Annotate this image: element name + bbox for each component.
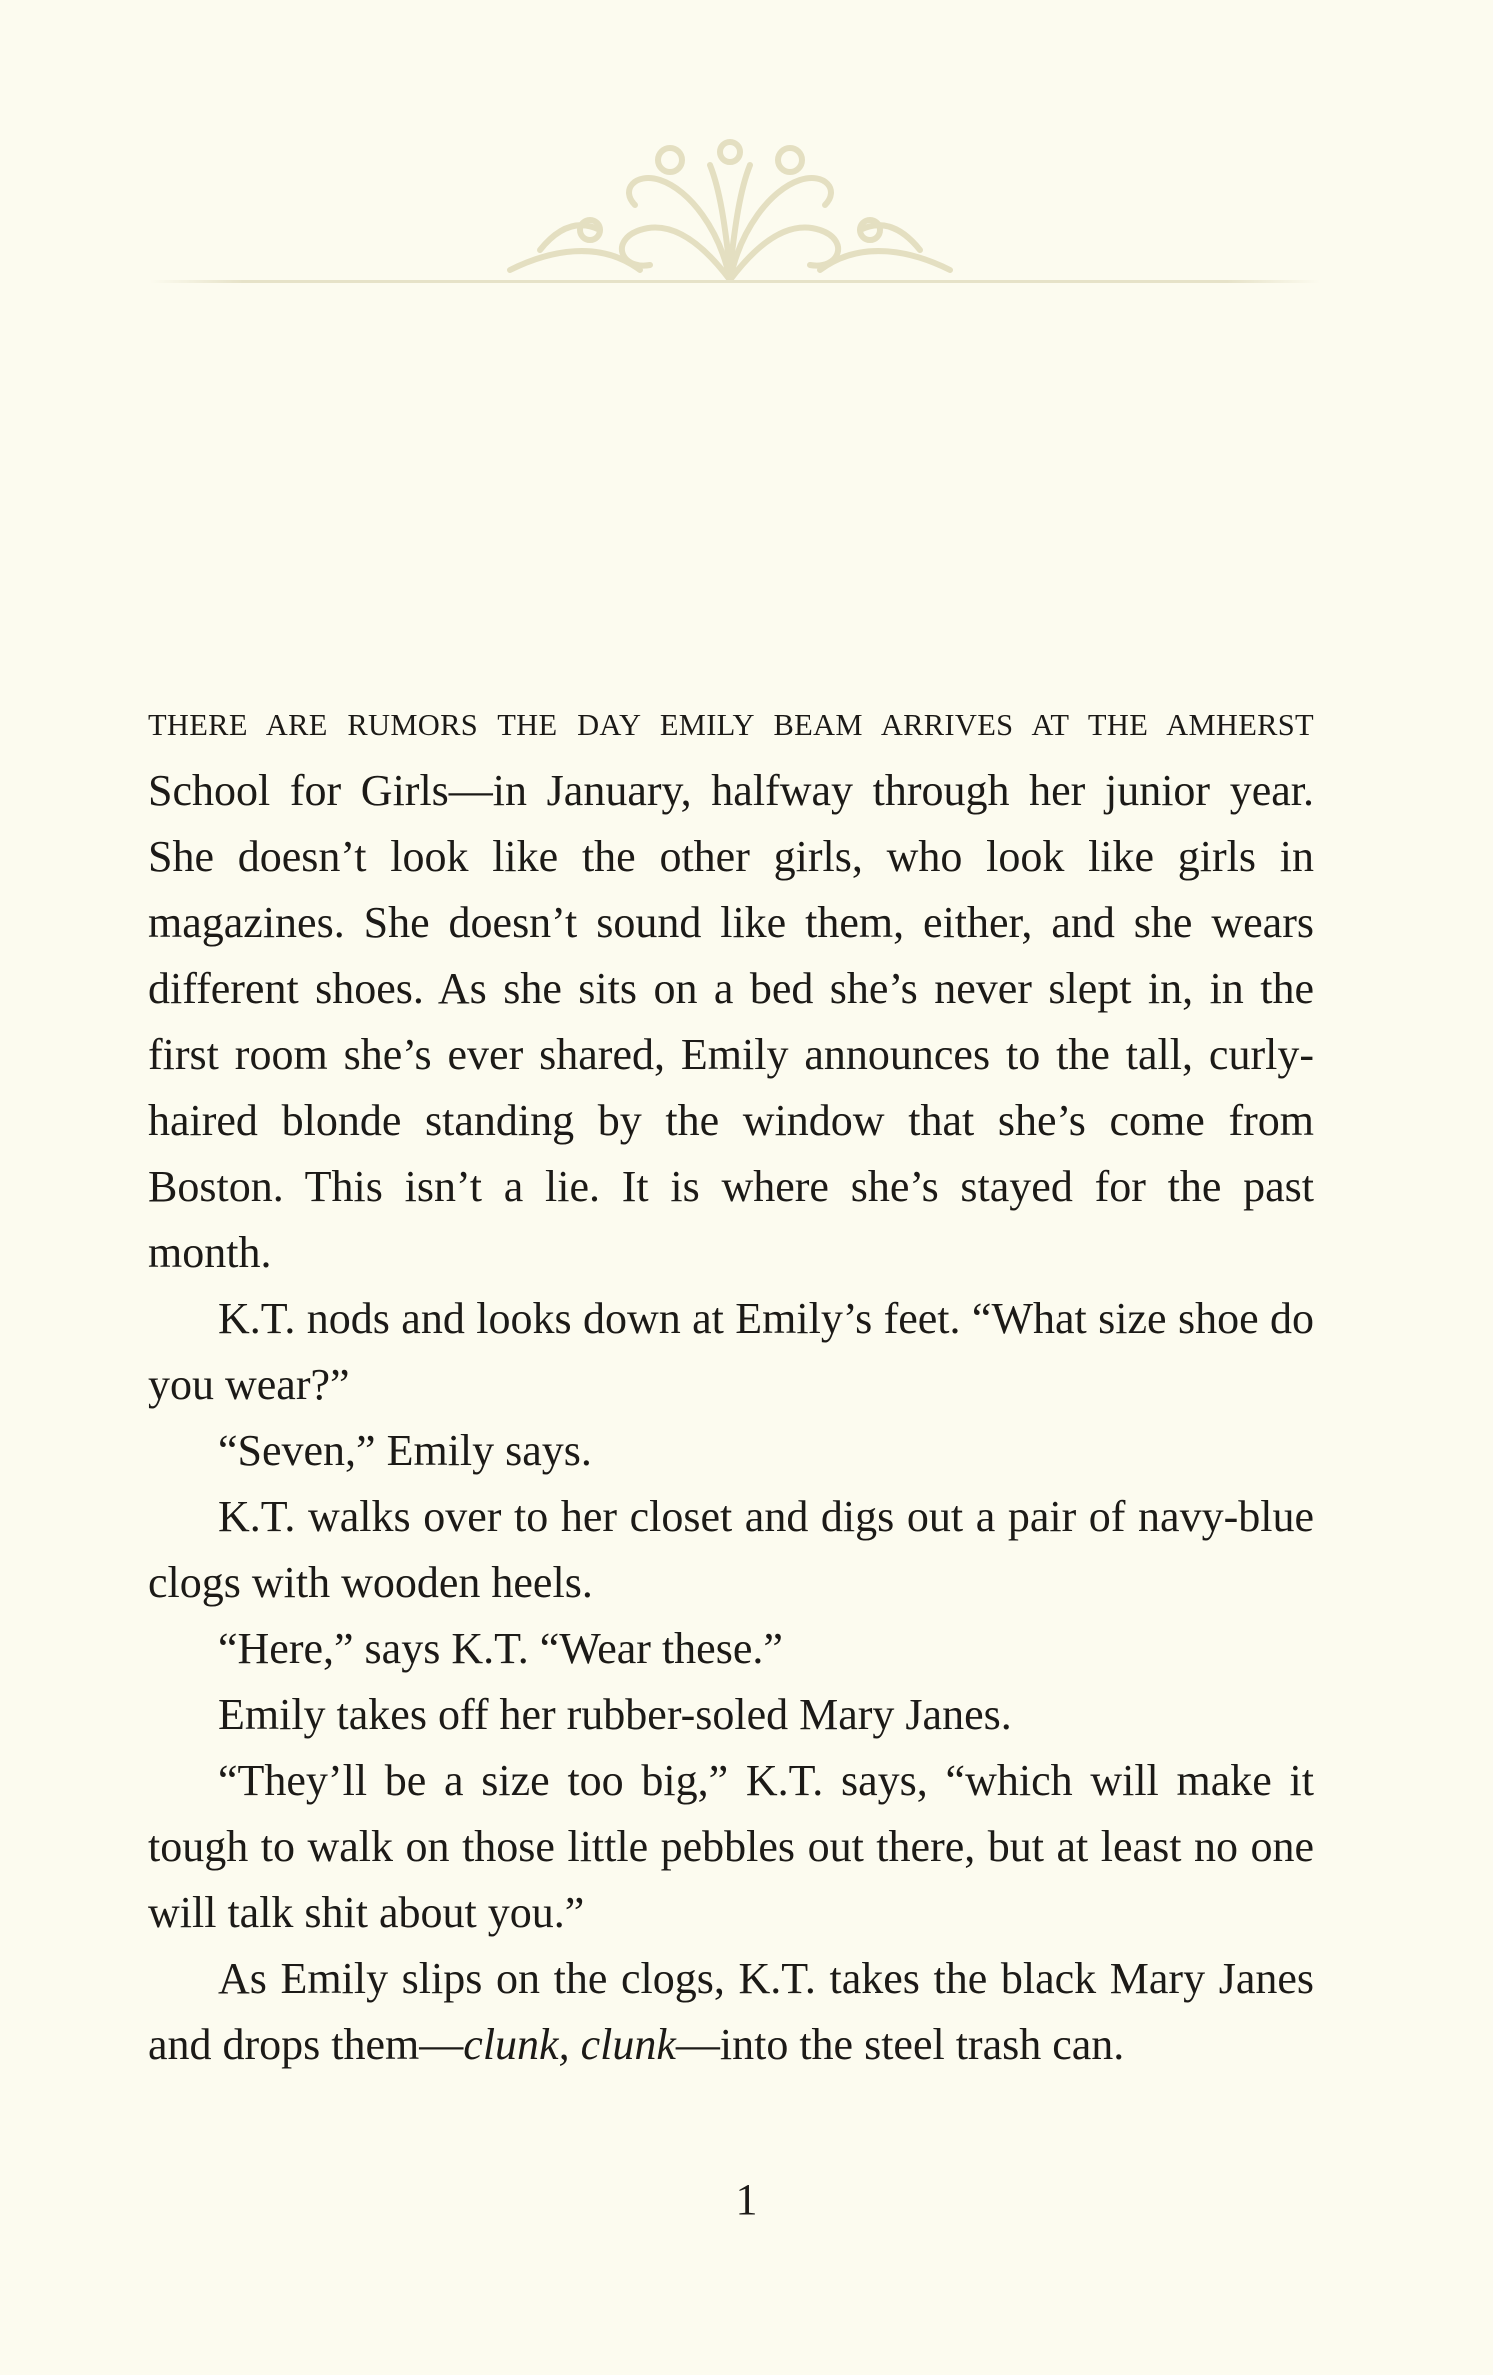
chapter-text (148, 688, 1314, 2078)
opening-small-caps: THERE ARE RUMORS THE DAY EMILY BEAM ARRIVES AT THE AMHERST (148, 708, 1314, 742)
chapter-ornament (470, 130, 990, 290)
paragraph (148, 1946, 1314, 2078)
italic-text: clunk, clunk (463, 2020, 676, 2069)
paragraph: “They’ll be a size too big,” K.T. says, “which will make it tough to walk on those little pebbles out there, but at least no one will talk shit about you.” (148, 1756, 1314, 1937)
page-number: 1 (735, 2175, 758, 2224)
paragraph (148, 688, 1314, 1286)
paragraph-text: School for Girls—in January, halfway through her junior year. She doesn’t look like the other girls, who look like girls in magazines. She doesn’t sound like them, either, and she wears different shoes. As she sits on a bed she’s never slept in, in the first room she’s ever shared, Emily announces to the tall, curly-haired blonde standing by the window that she’s come from Boston. This isn’t a lie. It is where she’s stayed for the past month. (148, 766, 1314, 1277)
paragraph-text: As Emily slips on the clogs, K.T. takes the black Mary Janes and drops them— (148, 1954, 1314, 2069)
paragraph: Emily takes off her rubber-soled Mary Janes. (218, 1690, 1012, 1739)
paragraph: K.T. nods and looks down at Emily’s feet. “What size shoe do you wear?” (148, 1294, 1314, 1409)
header-rule (150, 280, 1320, 283)
paragraph: K.T. walks over to her closet and digs out a pair of navy-blue clogs with wooden heels. (148, 1492, 1314, 1607)
paragraph-text: —into the steel trash can. (675, 2020, 1125, 2069)
paragraph: “Seven,” Emily says. (218, 1426, 592, 1475)
paragraph: “Here,” says K.T. “Wear these.” (218, 1624, 783, 1673)
